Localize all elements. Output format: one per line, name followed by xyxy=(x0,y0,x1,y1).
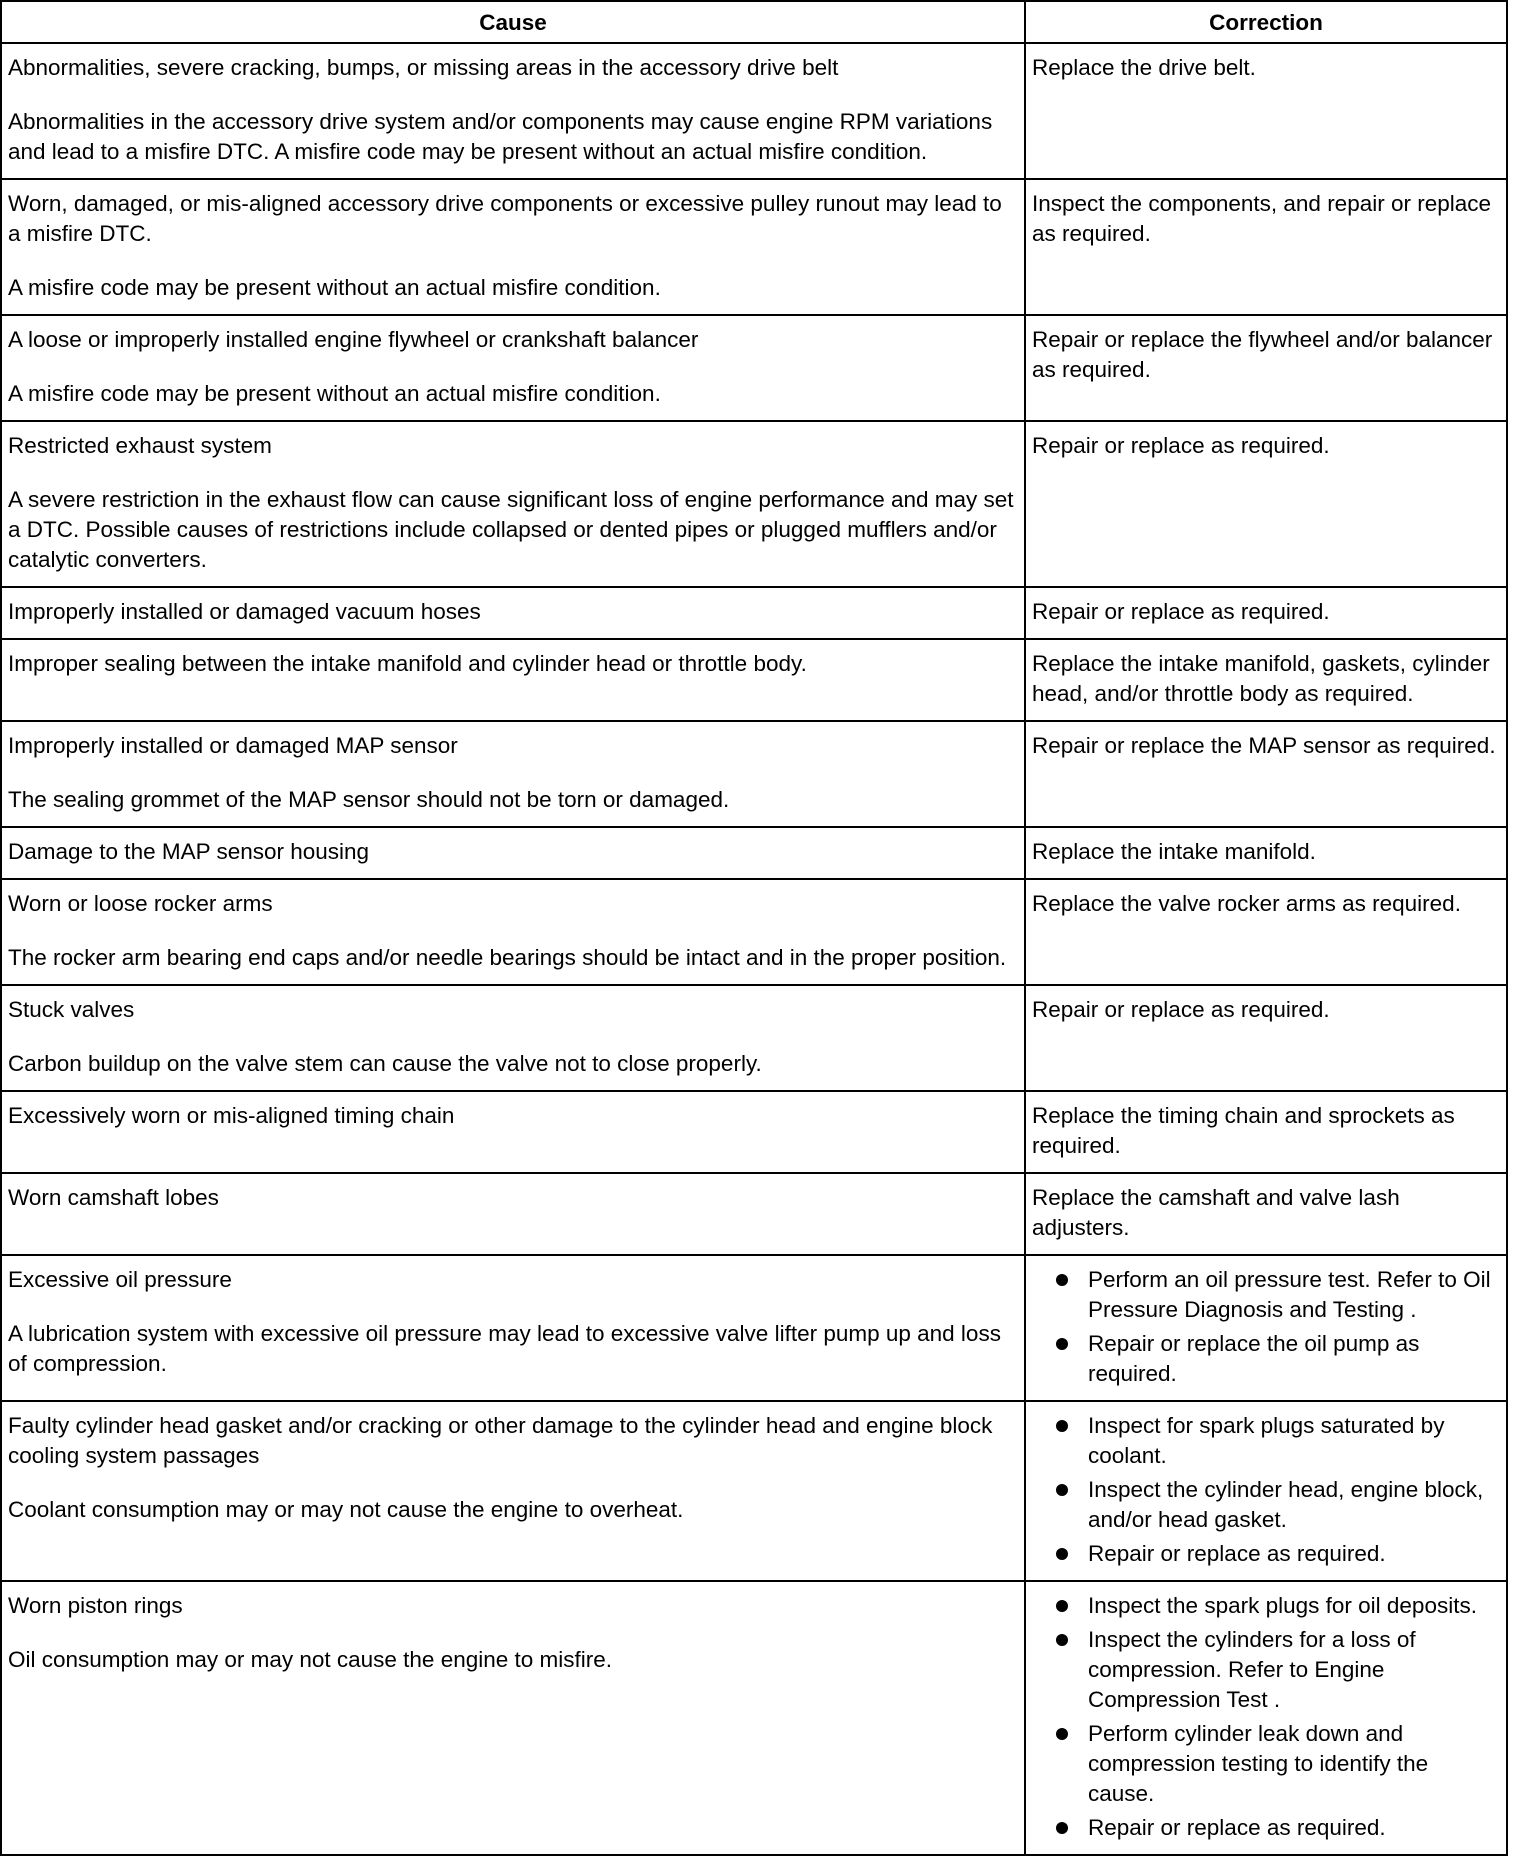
table-row xyxy=(1,1173,1507,1255)
cause-text: Improper sealing between the intake manifold and cylinder head or throttle body. xyxy=(8,651,807,676)
correction-text: Repair or replace the flywheel and/or balancer as required. xyxy=(1032,327,1493,382)
cause-cell xyxy=(1,1401,1025,1581)
bullet-icon xyxy=(1056,1600,1068,1612)
cause-text: Stuck valves xyxy=(8,997,135,1022)
correction-cell xyxy=(1025,1091,1507,1173)
header-cause: Cause xyxy=(1,1,1025,43)
cause-note: A lubrication system with excessive oil pressure may lead to excessive valve lifter pump up and loss of compression. xyxy=(8,1321,1001,1376)
cause-text: Worn or loose rocker arms xyxy=(8,891,273,916)
cause-cell xyxy=(1,421,1025,587)
correction-text: Replace the timing chain and sprockets as required. xyxy=(1032,1103,1455,1158)
correction-list-item xyxy=(1032,1719,1500,1809)
cause-cell xyxy=(1,1173,1025,1255)
correction-cell xyxy=(1025,639,1507,721)
correction-cell xyxy=(1025,985,1507,1091)
cause-text: Excessively worn or mis-aligned timing chain xyxy=(8,1103,455,1128)
table-row xyxy=(1,639,1507,721)
cause-cell xyxy=(1,179,1025,315)
cause-cell xyxy=(1,1091,1025,1173)
cause-note: A misfire code may be present without an actual misfire condition. xyxy=(8,275,661,300)
cause-cell xyxy=(1,1581,1025,1855)
correction-item-text: Repair or replace as required. xyxy=(1088,1815,1386,1840)
correction-item-text: Repair or replace the oil pump as required. xyxy=(1088,1331,1420,1386)
cause-cell xyxy=(1,721,1025,827)
bullet-icon xyxy=(1056,1274,1068,1286)
correction-text: Repair or replace as required. xyxy=(1032,599,1330,624)
correction-cell xyxy=(1025,1401,1507,1581)
header-row xyxy=(1,1,1507,43)
correction-text: Replace the valve rocker arms as required. xyxy=(1032,891,1461,916)
cause-text: Improperly installed or damaged vacuum hoses xyxy=(8,599,481,624)
correction-text: Replace the camshaft and valve lash adjusters. xyxy=(1032,1185,1400,1240)
table-row xyxy=(1,721,1507,827)
correction-text: Replace the intake manifold. xyxy=(1032,839,1316,864)
correction-list xyxy=(1032,1265,1500,1389)
bullet-icon xyxy=(1056,1548,1068,1560)
cause-note: Abnormalities in the accessory drive system and/or components may cause engine RPM variations and lead to a misfire DTC. A misfire code may be present without an actual misfire condition. xyxy=(8,109,993,164)
correction-cell xyxy=(1025,1173,1507,1255)
correction-list-item xyxy=(1032,1813,1500,1843)
cause-note: A misfire code may be present without an actual misfire condition. xyxy=(8,381,661,406)
correction-item-text: Inspect the cylinder head, engine block, and/or head gasket. xyxy=(1088,1477,1484,1532)
table-row xyxy=(1,1581,1507,1855)
correction-list-item xyxy=(1032,1411,1500,1471)
cause-note: The rocker arm bearing end caps and/or needle bearings should be intact and in the proper position. xyxy=(8,945,1007,970)
table-row xyxy=(1,827,1507,879)
table-row xyxy=(1,985,1507,1091)
cause-text: Worn camshaft lobes xyxy=(8,1185,219,1210)
cause-note: Carbon buildup on the valve stem can cause the valve not to close properly. xyxy=(8,1051,762,1076)
cause-note: Coolant consumption may or may not cause the engine to overheat. xyxy=(8,1497,684,1522)
table-row xyxy=(1,1401,1507,1581)
cause-cell xyxy=(1,43,1025,179)
correction-cell xyxy=(1025,315,1507,421)
correction-list xyxy=(1032,1411,1500,1569)
cause-note: A severe restriction in the exhaust flow can cause significant loss of engine performance and may set a DTC. Possible causes of restrictions include collapsed or dented pipes or plugged mufflers and/or catalytic converters. xyxy=(8,487,1014,572)
header-correction: Correction xyxy=(1025,1,1507,43)
correction-item-text: Perform cylinder leak down and compression testing to identify the cause. xyxy=(1088,1721,1429,1806)
cause-text: Restricted exhaust system xyxy=(8,433,272,458)
cause-cell xyxy=(1,639,1025,721)
correction-list-item xyxy=(1032,1591,1500,1621)
correction-item-text: Inspect the spark plugs for oil deposits. xyxy=(1088,1593,1477,1618)
table-row xyxy=(1,315,1507,421)
cause-note: The sealing grommet of the MAP sensor should not be torn or damaged. xyxy=(8,787,730,812)
cause-text: Damage to the MAP sensor housing xyxy=(8,839,370,864)
bullet-icon xyxy=(1056,1728,1068,1740)
table-body xyxy=(1,43,1507,1855)
correction-text: Repair or replace the MAP sensor as required. xyxy=(1032,733,1496,758)
correction-list-item xyxy=(1032,1539,1500,1569)
correction-item-text: Inspect the cylinders for a loss of compression. Refer to Engine Compression Test . xyxy=(1088,1627,1416,1712)
correction-cell xyxy=(1025,827,1507,879)
correction-cell xyxy=(1025,1581,1507,1855)
cause-cell xyxy=(1,1255,1025,1401)
cause-cell xyxy=(1,587,1025,639)
cause-text: Worn piston rings xyxy=(8,1593,183,1618)
correction-cell xyxy=(1025,43,1507,179)
correction-text: Replace the intake manifold, gaskets, cylinder head, and/or throttle body as required. xyxy=(1032,651,1490,706)
correction-list-item xyxy=(1032,1625,1500,1715)
table-row xyxy=(1,43,1507,179)
cause-text: Improperly installed or damaged MAP sensor xyxy=(8,733,458,758)
correction-item-text: Inspect for spark plugs saturated by coolant. xyxy=(1088,1413,1445,1468)
table-row xyxy=(1,179,1507,315)
table-row xyxy=(1,1091,1507,1173)
correction-text: Replace the drive belt. xyxy=(1032,55,1256,80)
correction-list-item xyxy=(1032,1329,1500,1389)
correction-cell xyxy=(1025,421,1507,587)
cause-text: Abnormalities, severe cracking, bumps, or missing areas in the accessory drive belt xyxy=(8,55,839,80)
cause-cell xyxy=(1,879,1025,985)
correction-text: Inspect the components, and repair or replace as required. xyxy=(1032,191,1492,246)
correction-text: Repair or replace as required. xyxy=(1032,433,1330,458)
correction-item-text: Repair or replace as required. xyxy=(1088,1541,1386,1566)
bullet-icon xyxy=(1056,1484,1068,1496)
cause-text: A loose or improperly installed engine flywheel or crankshaft balancer xyxy=(8,327,699,352)
bullet-icon xyxy=(1056,1420,1068,1432)
cause-cell xyxy=(1,315,1025,421)
table-row xyxy=(1,421,1507,587)
bullet-icon xyxy=(1056,1338,1068,1350)
correction-list-item xyxy=(1032,1265,1500,1325)
cause-text: Excessive oil pressure xyxy=(8,1267,232,1292)
cause-cell xyxy=(1,985,1025,1091)
correction-cell xyxy=(1025,179,1507,315)
table-row xyxy=(1,587,1507,639)
correction-text: Repair or replace as required. xyxy=(1032,997,1330,1022)
correction-list-item xyxy=(1032,1475,1500,1535)
correction-cell xyxy=(1025,879,1507,985)
table-row xyxy=(1,1255,1507,1401)
bullet-icon xyxy=(1056,1634,1068,1646)
cause-text: Worn, damaged, or mis-aligned accessory drive components or excessive pulley runout may lead to a misfire DTC. xyxy=(8,191,1002,246)
correction-cell xyxy=(1025,721,1507,827)
correction-cell xyxy=(1025,1255,1507,1401)
bullet-icon xyxy=(1056,1822,1068,1834)
cause-note: Oil consumption may or may not cause the engine to misfire. xyxy=(8,1647,613,1672)
table-row xyxy=(1,879,1507,985)
correction-item-text: Perform an oil pressure test. Refer to Oil Pressure Diagnosis and Testing . xyxy=(1088,1267,1491,1322)
cause-cell xyxy=(1,827,1025,879)
cause-text: Faulty cylinder head gasket and/or cracking or other damage to the cylinder head and engine block cooling system passages xyxy=(8,1413,993,1468)
correction-list xyxy=(1032,1591,1500,1843)
correction-cell xyxy=(1025,587,1507,639)
